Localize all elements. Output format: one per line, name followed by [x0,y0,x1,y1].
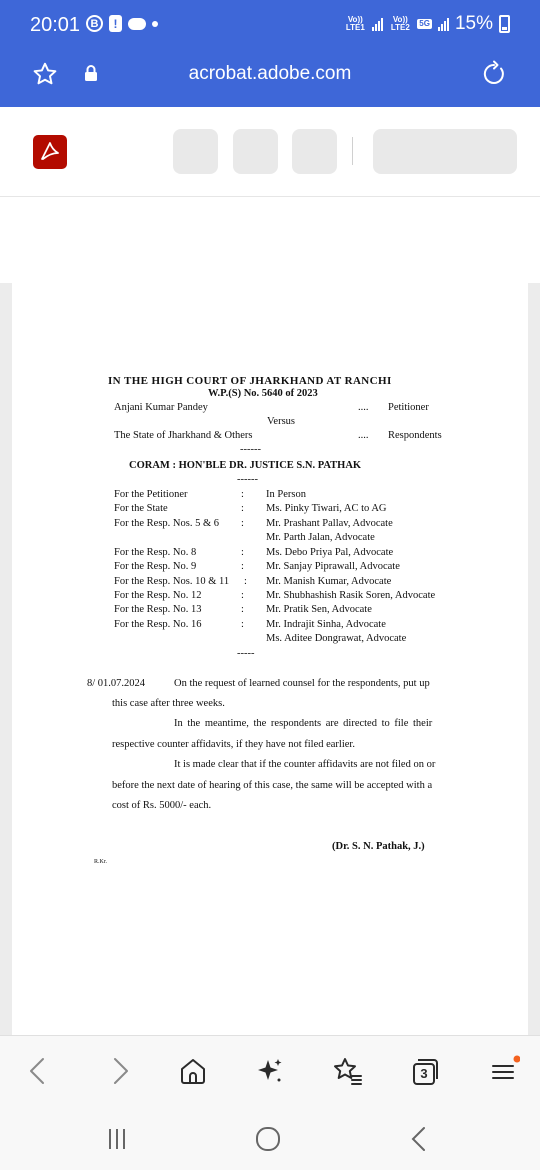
page-gutter-left [0,283,12,1035]
party-resp-8: For the Resp. No. 8 [114,547,197,558]
party-sep-2: : [241,518,244,529]
para2-line1: In the meantime, the respondents are directed to file their [174,718,433,729]
toolbar-divider [352,137,353,165]
para3-line3: cost of Rs. 5000/- each. [112,800,212,811]
b-notification-icon: B [86,15,103,32]
order-number: 8/ 01.07.2024 [87,678,146,689]
battery-icon [499,15,510,33]
party-sep-1: : [241,503,244,514]
counsel-resp-13: Mr. Pratik Sen, Advocate [266,604,372,615]
url-text[interactable]: acrobat.adobe.com [188,63,352,84]
counsel-resp-12: Mr. Shubhashish Rasik Soren, Advocate [266,590,436,601]
party-resp-12: For the Resp. No. 12 [114,590,202,601]
respondent-label: Respondents [388,430,442,441]
party-resp-16: For the Resp. No. 16 [114,619,202,630]
court-heading: IN THE HIGH COURT OF JHARKHAND AT RANCHI [108,375,392,387]
case-number: W.P.(S) No. 5640 of 2023 [208,388,318,399]
acrobat-logo-icon[interactable] [33,135,67,169]
toolbar-placeholder-3 [292,129,337,174]
recent-apps-icon[interactable] [102,1124,132,1154]
url-bar[interactable] [0,55,540,95]
signal2-icon [438,18,449,31]
para2-line2: respective counter affidavits, if they have not filed earlier. [112,739,355,750]
counsel-resp-9: Mr. Sanjay Piprawall, Advocate [266,561,400,572]
counsel-resp-16-a: Mr. Indrajit Sinha, Advocate [266,619,386,630]
para1-line2: this case after three weeks. [112,698,225,709]
notification-icons [86,15,158,32]
back-icon[interactable] [22,1054,56,1088]
status-indicators [344,13,510,35]
counsel-resp-5-6-a: Mr. Prashant Pallav, Advocate [266,518,393,529]
dots-1: .... [358,402,369,413]
party-sep-0: : [241,489,244,500]
respondent-name: The State of Jharkhand & Others [114,430,253,441]
pdf-page [12,283,528,1035]
counsel-petitioner: In Person [266,489,306,500]
browser-header [0,0,540,107]
toolbar-placeholder-2 [233,129,278,174]
system-home-icon[interactable] [253,1124,283,1154]
reload-icon[interactable] [480,60,508,88]
petitioner-name: Anjani Kumar Pandey [114,402,208,413]
dots-2: .... [358,430,369,441]
party-resp-5-6: For the Resp. Nos. 5 & 6 [114,518,219,529]
para3-line2: before the next date of hearing of this case, the same will be accepted with a [112,780,433,791]
separator-2: ------ [237,474,258,485]
toolbar-placeholder-1 [173,129,218,174]
battery-text: 15% [454,13,493,34]
party-sep-8: : [241,619,244,630]
tabs-count: 3 [420,1066,428,1081]
network-5g-label: 5G [419,19,430,28]
page-gutter-right [528,283,540,1035]
party-resp-10-11: For the Resp. Nos. 10 & 11 [114,576,230,587]
counsel-state: Ms. Pinky Tiwari, AC to AG [266,503,387,514]
separator-1: ------ [240,444,261,455]
versus-text: Versus [267,416,295,427]
home-icon[interactable] [176,1054,210,1088]
status-time: 20:01 [30,14,81,36]
party-sep-4: : [241,561,244,572]
coram-line: CORAM : HON'BLE DR. JUSTICE S.N. PATHAK [129,460,362,471]
para3-line1: It is made clear that if the counter affidavits are not filed on or [174,759,436,770]
more-notifications-icon [152,21,158,27]
toolbar-placeholder-4 [373,129,517,174]
party-sep-6: : [241,590,244,601]
para1-line1: On the request of learned counsel for the respondents, put up [174,678,430,689]
counsel-resp-5-6-b: Mr. Parth Jalan, Advocate [266,532,375,543]
alert-icon: ! [109,15,122,32]
initials: R.Kr. [94,859,108,865]
signal1-icon [372,18,383,31]
party-resp-9: For the Resp. No. 9 [114,561,197,572]
browser-bottom-nav [0,1035,540,1107]
ai-sparkle-icon[interactable] [252,1054,286,1088]
forward-icon[interactable] [102,1054,136,1088]
bookmarks-icon[interactable] [330,1054,364,1088]
sim1-label: Vo)) LTE1 [345,15,365,32]
counsel-resp-8: Ms. Debo Priya Pal, Advocate [266,547,394,558]
acrobat-toolbar [0,107,540,197]
cloud-icon [128,18,146,30]
counsel-resp-16-b: Ms. Aditee Dongrawat, Advocate [266,633,407,644]
status-bar [0,0,540,50]
counsel-resp-10-11: Mr. Manish Kumar, Advocate [266,576,392,587]
system-nav-bar [0,1107,540,1170]
party-sep-3: : [241,547,244,558]
separator-3: ----- [237,648,255,659]
party-sep-5: : [244,576,247,587]
party-state: For the State [114,503,168,514]
tabs-icon[interactable] [407,1054,441,1088]
system-back-icon[interactable] [405,1124,435,1154]
party-sep-7: : [241,604,244,615]
menu-icon[interactable] [486,1054,520,1088]
sim2-label: Vo)) LTE2 [390,15,410,32]
judge-signature: (Dr. S. N. Pathak, J.) [332,841,425,852]
petitioner-label: Petitioner [388,402,429,413]
party-petitioner: For the Petitioner [114,489,188,500]
party-resp-13: For the Resp. No. 13 [114,604,202,615]
